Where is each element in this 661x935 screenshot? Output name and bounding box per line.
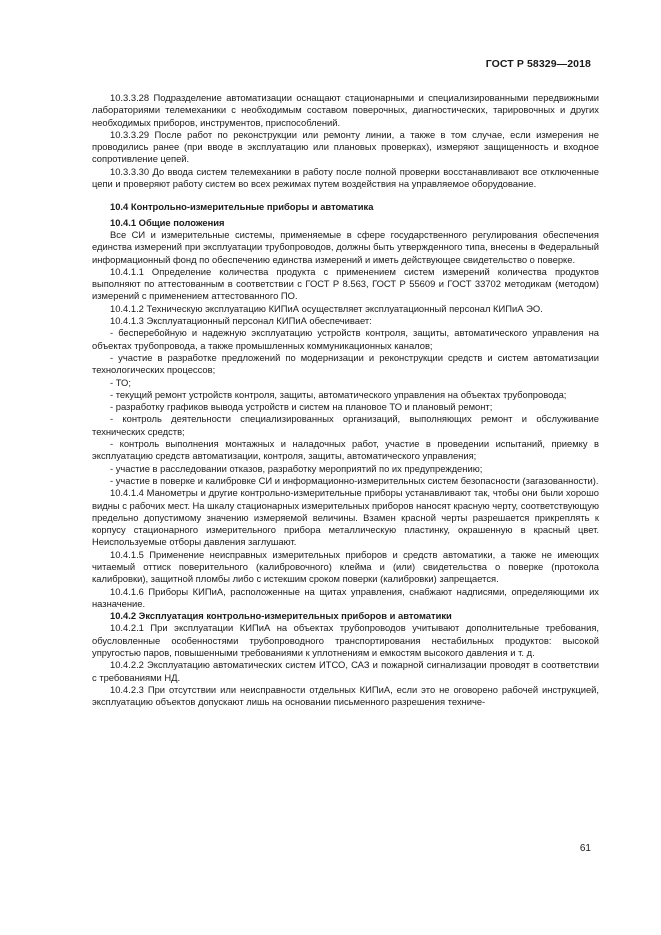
- subsection-heading-10-4-1: 10.4.1 Общие положения: [110, 216, 225, 228]
- paragraph-10-4-2-2: 10.4.2.2 Эксплуатацию автоматических систем ИТСО, САЗ и пожарной сигнализации проводят в соответствии с требованиями НД.: [92, 659, 599, 683]
- paragraph-10-4-1-1: 10.4.1.1 Определение количества продукта с применением систем измерений количества продуктов выполняют по аттестованным в соответствии с ГОСТ Р 8.563, ГОСТ Р 55609 и ГОСТ 33702 методикам (методом) измерений с применением аттестованного ПО.: [92, 265, 599, 302]
- paragraph-10-3-3-30: 10.3.3.30 До ввода систем телемеханики в работу после полной проверки восстанавливают все отключенные цепи и проверяют работу систем во всех режимах путем воздействия на управляемое оборудование.: [92, 165, 599, 190]
- list-item: - участие в поверке и калибровке СИ и информационно-измерительных систем безопасности (загазованности).: [110, 474, 599, 486]
- paragraph-general: Все СИ и измерительные системы, применяемые в сфере государственного регулирования обеспечения единства измерений при эксплуатации трубопроводов, должны быть утвержденного типа, внесены в Федеральный информационный фонд по обеспечению единства измерений и иметь действующее свидетельство о поверке.: [92, 228, 599, 265]
- list-item: - бесперебойную и надежную эксплуатацию устройств контроля, защиты, автоматического управления на объектах трубопровода, а также промышленных коммуникационных каналов;: [92, 327, 599, 351]
- list-item: - участие в разработке предложений по модернизации и реконструкции средств и систем автоматизации технологических процессов;: [92, 351, 599, 376]
- page-number: 61: [579, 843, 591, 854]
- page-body: [92, 92, 599, 709]
- paragraph-10-4-1-4: 10.4.1.4 Манометры и другие контрольно-измерительные приборы устанавливают так, чтобы они были хорошо видны с рабочих мест. На шкалу стационарных измерительных приборов наносят красную черту, соответствующую предельно допустимому значению измеряемой величины. Взамен красной черты разрешается прикреплять к корпусу стационарного измерительного прибора металлическую пластинку, окрашенную в красный цвет. Неиспользуемые отборы давления заглушают.: [92, 487, 599, 548]
- list-item: - текущий ремонт устройств контроля, защиты, автоматического управления на объектах трубопровода;: [110, 388, 567, 400]
- subsection-heading-10-4-2: 10.4.2 Эксплуатация контрольно-измерительных приборов и автоматики: [110, 610, 452, 622]
- section-heading-10-4: 10.4 Контрольно-измерительные приборы и автоматика: [110, 201, 374, 213]
- list-item: - контроль выполнения монтажных и наладочных работ, участие в проведении испытаний, приемку в эксплуатацию средств автоматизации, контроля, защиты, автоматического управления;: [92, 438, 599, 462]
- paragraph-10-4-2-1: 10.4.2.1 При эксплуатации КИПиА на объектах трубопроводов учитывают дополнительные требования, обусловленные особенностями трубопроводного транспортирования нестабильных продуктов: высокой упругостью паров, повышенными требованиями к уплотнениям и емкостям высокого давления и т. д.: [92, 622, 599, 659]
- list-item: - ТО;: [110, 376, 131, 388]
- paragraph-10-4-1-3: 10.4.1.3 Эксплуатационный персонал КИПиА обеспечивает:: [110, 315, 372, 327]
- list-item: - участие в расследовании отказов, разработку мероприятий по их предупреждению;: [110, 462, 483, 474]
- paragraph-10-4-1-2: 10.4.1.2 Техническую эксплуатацию КИПиА осуществляет эксплуатационный персонал КИПиА ЭО.: [110, 302, 543, 314]
- paragraph-10-3-3-29: 10.3.3.29 После работ по реконструкции или ремонту линии, а также в том случае, если измерения не проводились ранее (при вводе в эксплуатацию или плановых проверках), измеряют защищенность и входное сопротивление цепей.: [92, 128, 599, 165]
- list-item: - разработку графиков вывода устройств и систем на плановое ТО и плановый ремонт;: [110, 401, 493, 413]
- paragraph-10-4-2-3: 10.4.2.3 При отсутствии или неисправности отдельных КИПиА, если это не оговорено рабочей инструкцией, эксплуатацию объектов допускают лишь на основании письменного разрешения техниче-: [92, 683, 599, 708]
- paragraph-10-4-1-5: 10.4.1.5 Применение неисправных измерительных приборов и средств автоматики, а также не имеющих читаемый оттиск поверительного (калибровочного) клейма и (или) свидетельства о поверке (протокола калибровки), защитной пломбы либо с истекшим сроком поверки (калибровки) запрещается.: [92, 548, 599, 585]
- paragraph-10-4-1-6: 10.4.1.6 Приборы КИПиА, расположенные на щитах управления, снабжают надписями, определяющими их назначение.: [92, 585, 599, 609]
- document-code: ГОСТ Р 58329—2018: [485, 58, 591, 70]
- paragraph-10-3-3-28: 10.3.3.28 Подразделение автоматизации оснащают стационарными и специализированными передвижными лабораториями телемеханики с необходимым составом поверочных, диагностических, тарировочных и других необходимых приборов, инструментов, приспособлений.: [92, 92, 599, 128]
- list-item: - контроль деятельности специализированных организаций, выполняющих ремонт и обслуживание технических средств;: [92, 413, 599, 437]
